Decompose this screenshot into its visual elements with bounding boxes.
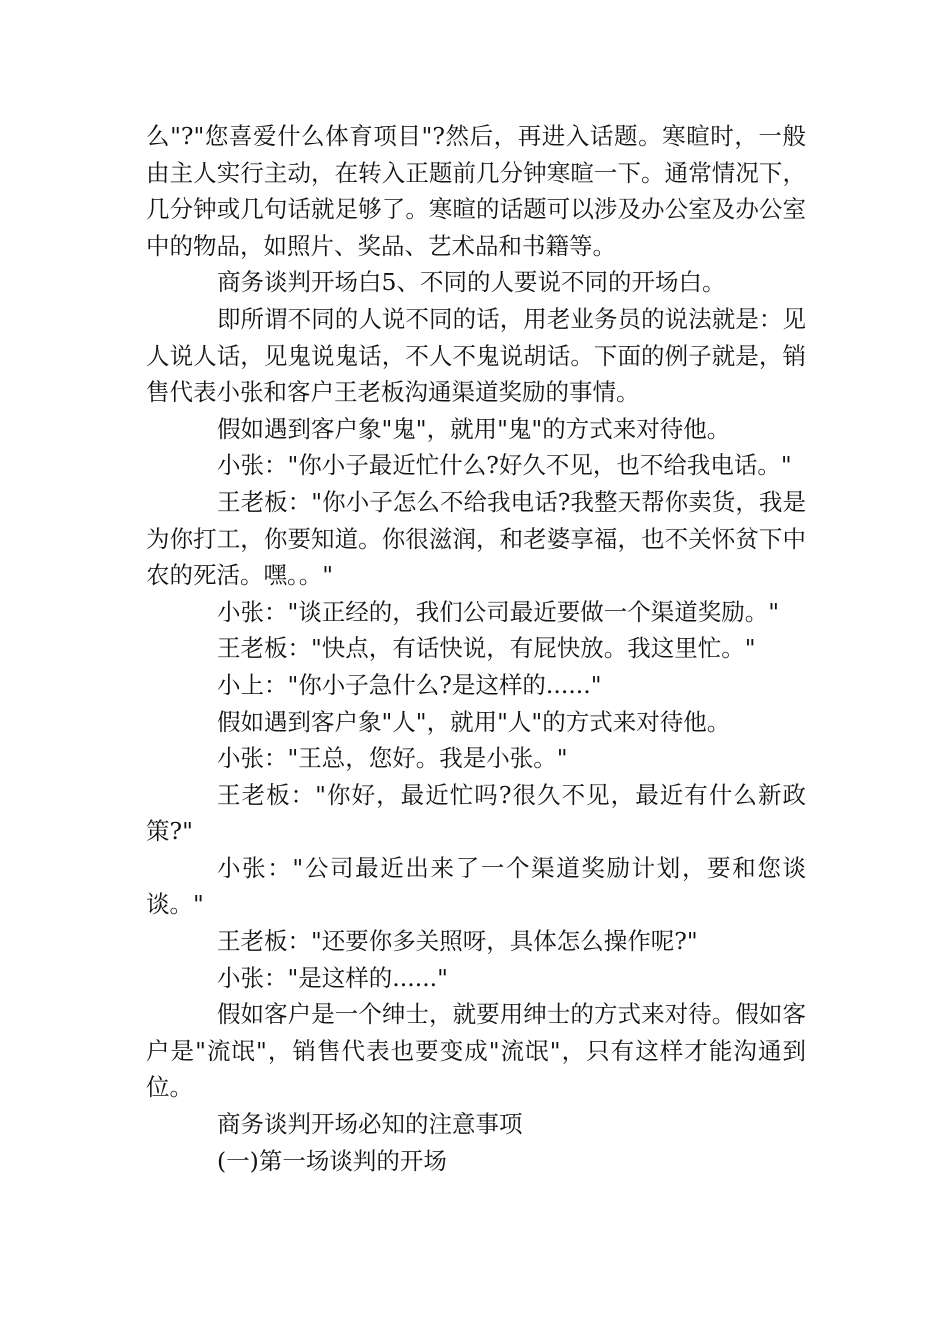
- dialogue-line: 小上："你小子急什么?是这样的......": [217, 670, 602, 699]
- subsection-heading: (一)第一场谈判的开场: [217, 1146, 447, 1175]
- dialogue-line: 小张："公司最近出来了一个渠道奖励计划，要和您谈谈。": [146, 853, 806, 919]
- dialogue-line: 王老板："快点，有话快说，有屁快放。我这里忙。": [217, 634, 756, 663]
- section-heading: 商务谈判开场必知的注意事项: [217, 1110, 523, 1139]
- document-body: [146, 118, 806, 1179]
- paragraph: 假如客户是一个绅士，就要用绅士的方式来对待。假如客户是"流氓"，销售代表也要变成"流氓"，只有这样才能沟通到位。: [146, 1000, 806, 1102]
- dialogue-line: 小张："王总，您好。我是小张。": [217, 744, 568, 773]
- dialogue-line: 王老板："你小子怎么不给我电话?我整天帮你卖货，我是为你打工，你要知道。你很滋润，和老婆享福，也不关怀贫下中农的死活。嘿。。": [146, 487, 806, 590]
- paragraph: 即所谓不同的人说不同的话，用老业务员的说法就是：见人说人话，见鬼说鬼话，不人不鬼说胡话。下面的例子就是，销售代表小张和客户王老板沟通渠道奖励的事情。: [146, 304, 806, 407]
- dialogue-line: 小张："是这样的......": [217, 963, 448, 992]
- paragraph: 么"?"您喜爱什么体育项目"?然后，再进入话题。寒暄时，一般由主人实行主动，在转入正题前几分钟寒暄一下。通常情况下，几分钟或几句话就足够了。寒暄的话题可以涉及办公室及办公室中的物品，如照片、奖品、艺术品和书籍等。: [146, 122, 806, 260]
- dialogue-line: 小张："谈正经的，我们公司最近要做一个渠道奖励。": [217, 597, 780, 626]
- paragraph: 假如遇到客户象"鬼"，就用"鬼"的方式来对待他。: [217, 414, 731, 443]
- paragraph: 商务谈判开场白5、不同的人要说不同的开场白。: [217, 268, 726, 297]
- dialogue-line: 王老板："还要你多关照呀，具体怎么操作呢?": [217, 927, 698, 956]
- dialogue-line: 小张："你小子最近忙什么?好久不见，也不给我电话。": [217, 451, 792, 480]
- dialogue-line: 王老板："你好，最近忙吗?很久不见，最近有什么新政策?": [146, 780, 806, 846]
- paragraph: 假如遇到客户象"人"，就用"人"的方式来对待他。: [217, 707, 731, 736]
